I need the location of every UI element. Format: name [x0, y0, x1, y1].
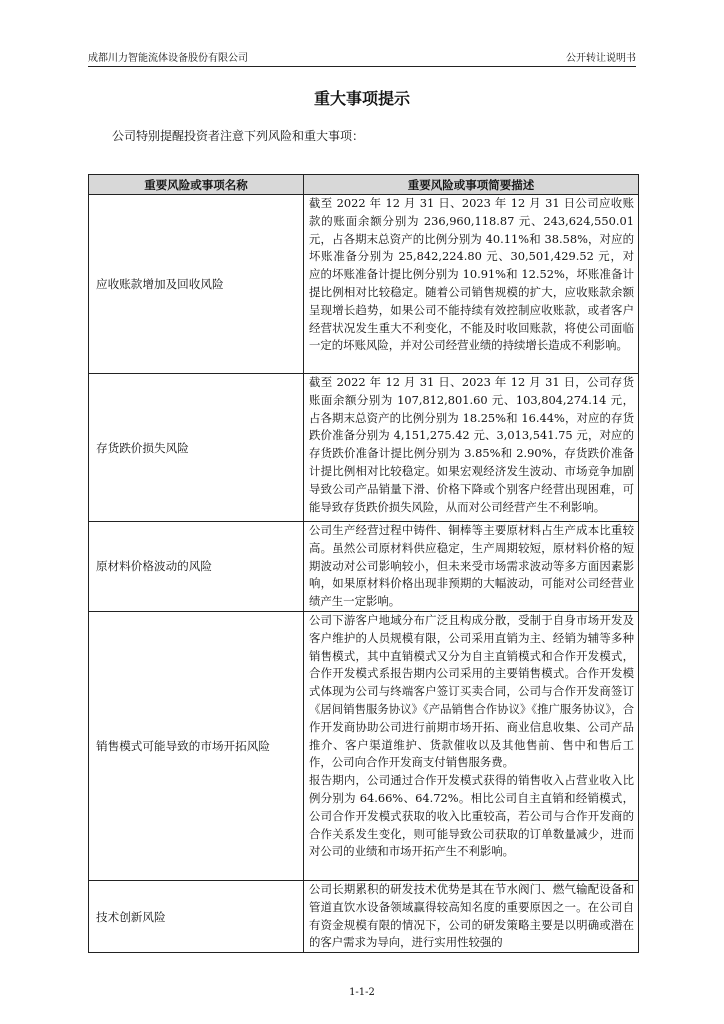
risk-name-cell: 存货跌价损失风险 [89, 374, 304, 522]
risk-name-cell: 原材料价格波动的风险 [89, 522, 304, 612]
risk-description-paragraph: 截至 2022 年 12 月 31 日、2023 年 12 月 31 日，公司存货账面余额分别为 107,812,801.60 元、103,804,274.14 元，占各期末总资产的比例分别为 18.25%和 16.44%，对应的存货跌价准备分别为 4,151,275.42 元、3,013,541.75 元，对应的存货跌价准备计提比例分别为 3.85%和 2.90%，存货跌价准备计提比例相对比较稳定。如果宏观经济发生波动、市场竞争加剧导致公司产品销量下滑、价格下降或个别客户经营出现困难，可能导致存货跌价损失风险，从而对公司经营产生不利影响。 [309, 375, 634, 514]
risk-table [88, 174, 639, 953]
risk-description-cell [304, 195, 639, 374]
header-document-type: 公开转让说明书 [566, 53, 636, 64]
table-row [89, 522, 639, 612]
risk-description-paragraph: 报告期内，公司通过合作开发模式获得的销售收入占营业收入比例分别为 64.66%、64.72%。相比公司自主直销和经销模式，公司合作开发模式获取的收入比重较高，若公司与合作开发商的合作关系发生变化，则可能导致公司获取的订单数量减少，进而对公司的业绩和市场开拓产生不利影响。 [309, 773, 634, 859]
header-company-name: 成都川力智能流体设备股份有限公司 [88, 53, 248, 64]
table-row [89, 880, 639, 952]
risk-description-cell [304, 611, 639, 880]
header-divider [88, 66, 636, 67]
table-row [89, 611, 639, 880]
risk-description-cell [304, 522, 639, 612]
risk-description-paragraph: 公司长期累积的研发技术优势是其在节水阀门、燃气输配设备和管道直饮水设备领域赢得较高知名度的重要原因之一。在公司自有资金规模有限的情况下，公司的研发策略主要是以明确或潜在的客户需求为导向，进行实用性较强的 [309, 881, 634, 950]
risk-name-cell: 销售模式可能导致的市场开拓风险 [89, 611, 304, 880]
page-number: 1-1-2 [349, 987, 375, 998]
table-row [89, 195, 639, 374]
page-title: 重大事项提示 [313, 89, 410, 108]
risk-description-cell [304, 880, 639, 952]
column-header-risk-name: 重要风险或事项名称 [89, 175, 304, 195]
risk-description-paragraph: 公司生产经营过程中铸件、铜棒等主要原材料占生产成本比重较高。虽然公司原材料供应稳定，生产周期较短，原材料价格的短期波动对公司影响较小，但未来受市场需求波动等多方面因素影响，如果原材料价格出现非预期的大幅波动，可能对公司经营业绩产生一定影响。 [309, 523, 634, 609]
column-header-risk-description: 重要风险或事项简要描述 [304, 175, 639, 195]
table-header-row [89, 175, 639, 195]
page-header [88, 52, 636, 66]
risk-description-cell [304, 374, 639, 522]
risk-description-paragraph: 公司下游客户地域分布广泛且构成分散，受制于自身市场开发及客户维护的人员规模有限，公司采用直销为主、经销为辅等多种销售模式，其中直销模式又分为自主直销模式和合作开发模式，合作开发模式系报告期内公司采用的主要销售模式。合作开发模式体现为公司与终端客户签订买卖合同，公司与合作开发商签订《居间销售服务协议》《产品销售合作协议》《推广服务协议》，合作开发商协助公司进行前期市场开拓、商业信息收集、公司产品推介、客户渠道维护、货款催收以及其他售前、售中和售后工作，公司向合作开发商支付销售服务费。 [309, 612, 634, 770]
risk-name-cell: 技术创新风险 [89, 880, 304, 952]
table-row [89, 374, 639, 522]
intro-paragraph: 公司特别提醒投资者注意下列风险和重大事项： [112, 129, 365, 143]
risk-name-cell: 应收账款增加及回收风险 [89, 195, 304, 374]
risk-description-paragraph: 截至 2022 年 12 月 31 日、2023 年 12 月 31 日公司应收账款的账面余额分别为 236,960,118.87 元、243,624,550.01 元，占各期末总资产的比例分别为 40.11%和 38.58%，对应的坏账准备分别为 25,842,224.80 元、30,501,429.52 元，对应的坏账准备计提比例分别为 10.91%和 12.52%，坏账准备计提比例相对比较稳定。随着公司销售规模的扩大，应收账款余额呈现增长趋势，如果公司不能持续有效控制应收账款，或者客户经营状况发生重大不利变化，不能及时收回账款，将使公司面临一定的坏账风险，并对公司经营业绩的持续增长造成不利影响。 [309, 196, 634, 353]
